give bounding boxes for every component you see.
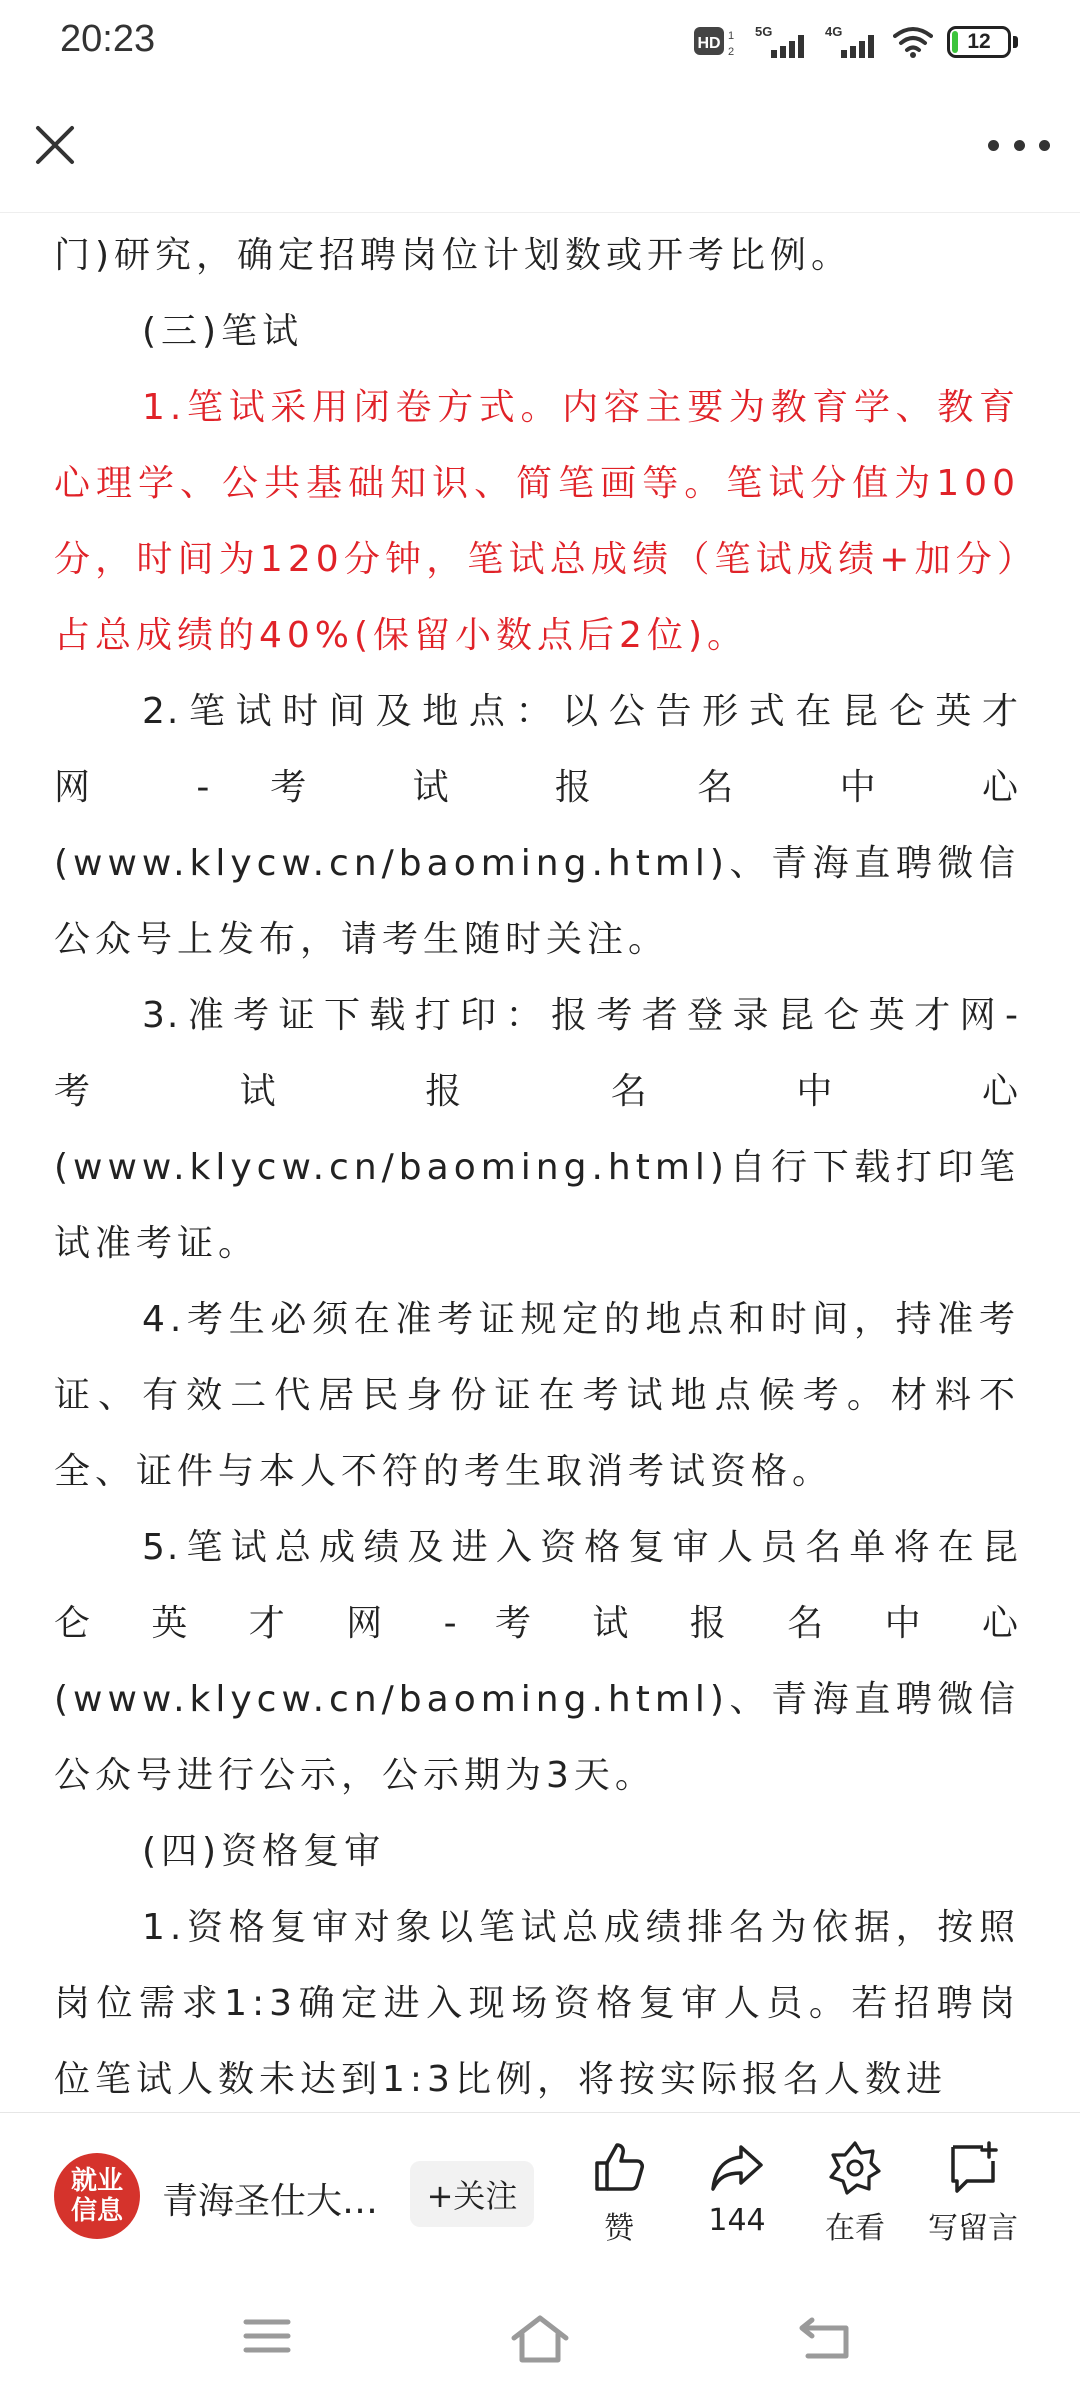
- article-paragraph: 门)研究，确定招聘岗位计划数或开考比例。: [54, 235, 853, 276]
- watching-button[interactable]: [800, 2139, 910, 2259]
- home-icon[interactable]: [508, 2314, 572, 2364]
- article-paragraph: 3.准考证下载打印：报考者登录昆仑英才网-: [142, 995, 1020, 1036]
- comment-label: 写留言: [928, 2211, 1018, 2246]
- comment-button[interactable]: [918, 2139, 1028, 2259]
- menu-icon[interactable]: [242, 2314, 292, 2358]
- share-icon: [709, 2139, 765, 2195]
- battery-fill: [952, 31, 958, 53]
- watching-icon: [827, 2139, 883, 2195]
- back-icon[interactable]: [798, 2314, 852, 2360]
- status-bar: [0, 0, 1080, 84]
- article-paragraph: 5.笔试总成绩及进入资格复审人员名单将在昆: [142, 1527, 1020, 1568]
- battery-icon: [947, 26, 1011, 58]
- article-paragraph: (www.klycw.cn/baoming.html)、青海直聘微信公众号上发布，请考生随时关注。: [54, 843, 1020, 960]
- article-paragraph: 4.考生必须在准考证规定的地点和时间，持准考证、有效二代居民身份证在考试地点候考。材料不全、证件与本人不符的考生取消考试资格。: [54, 1299, 1020, 1492]
- comment-icon: [945, 2139, 1001, 2195]
- status-time: 20:23: [60, 18, 156, 60]
- account-name[interactable]: 青海圣仕大…: [162, 2181, 379, 2222]
- battery-tip: [1013, 36, 1018, 48]
- article-body: [54, 218, 1020, 2108]
- like-button[interactable]: [564, 2139, 674, 2259]
- avatar-line1: 就业: [70, 2166, 123, 2196]
- net2-label: 4G: [825, 24, 843, 39]
- avatar-line2: 信息: [70, 2196, 123, 2226]
- article-paragraph: (四)资格复审: [142, 1831, 386, 1872]
- article-paragraph: 网 - 考 试 报 名 中 心: [54, 767, 1020, 808]
- like-icon: [591, 2139, 647, 2195]
- close-button[interactable]: [30, 120, 80, 170]
- more-dot: [1039, 140, 1050, 151]
- svg-text:2: 2: [727, 46, 735, 58]
- system-nav-bar: [0, 2278, 1080, 2400]
- share-count: 144: [708, 2203, 766, 2238]
- article-paragraph: 考 试 报 名 中 心: [54, 1071, 1020, 1112]
- article-paragraph: (三)笔试: [142, 311, 304, 352]
- svg-text:1: 1: [727, 30, 735, 42]
- share-button[interactable]: [682, 2139, 792, 2259]
- close-icon: [30, 120, 80, 170]
- account-avatar[interactable]: [54, 2153, 140, 2239]
- more-dot: [988, 140, 999, 151]
- article-paragraph: (www.klycw.cn/baoming.html)自行下载打印笔试准考证。: [54, 1147, 1020, 1264]
- article-paragraph: 1.笔试采用闭卷方式。内容主要为教育学、教育心理学、公共基础知识、简笔画等。笔试分值为100分，时间为120分钟，笔试总成绩（笔试成绩+加分）占总成绩的40%(保留小数点后2位)。: [54, 387, 1020, 656]
- more-dot: [1014, 140, 1025, 151]
- article-paragraph: 1.资格复审对象以笔试总成绩排名为依据，按照岗位需求1:3确定进入现场资格复审人员。若招聘岗位笔试人数未达到1:3比例，将按实际报名人数进: [54, 1907, 1020, 2100]
- article-paragraph: 仑 英 才 网 - 考 试 报 名 中 心: [54, 1603, 1020, 1644]
- signal-4g-icon: [823, 24, 879, 60]
- hd-icon: [693, 25, 739, 59]
- wifi-icon: [893, 26, 933, 58]
- like-label: 赞: [604, 2211, 634, 2246]
- hd-label: HD: [697, 35, 721, 52]
- net1-label: 5G: [755, 24, 773, 39]
- status-icons: [693, 22, 1018, 62]
- watching-label: 在看: [825, 2211, 885, 2246]
- article-paragraph: (www.klycw.cn/baoming.html)、青海直聘微信公众号进行公示，公示期为3天。: [54, 1679, 1020, 1796]
- article-paragraph: 2.笔试时间及地点：以公告形式在昆仑英才: [142, 691, 1020, 732]
- action-bar: [0, 2112, 1080, 2279]
- battery-text: 12: [967, 30, 991, 53]
- follow-button[interactable]: +关注: [410, 2161, 534, 2227]
- more-icon[interactable]: [988, 120, 1050, 170]
- signal-5g-icon: [753, 24, 809, 60]
- top-bar: [0, 84, 1080, 213]
